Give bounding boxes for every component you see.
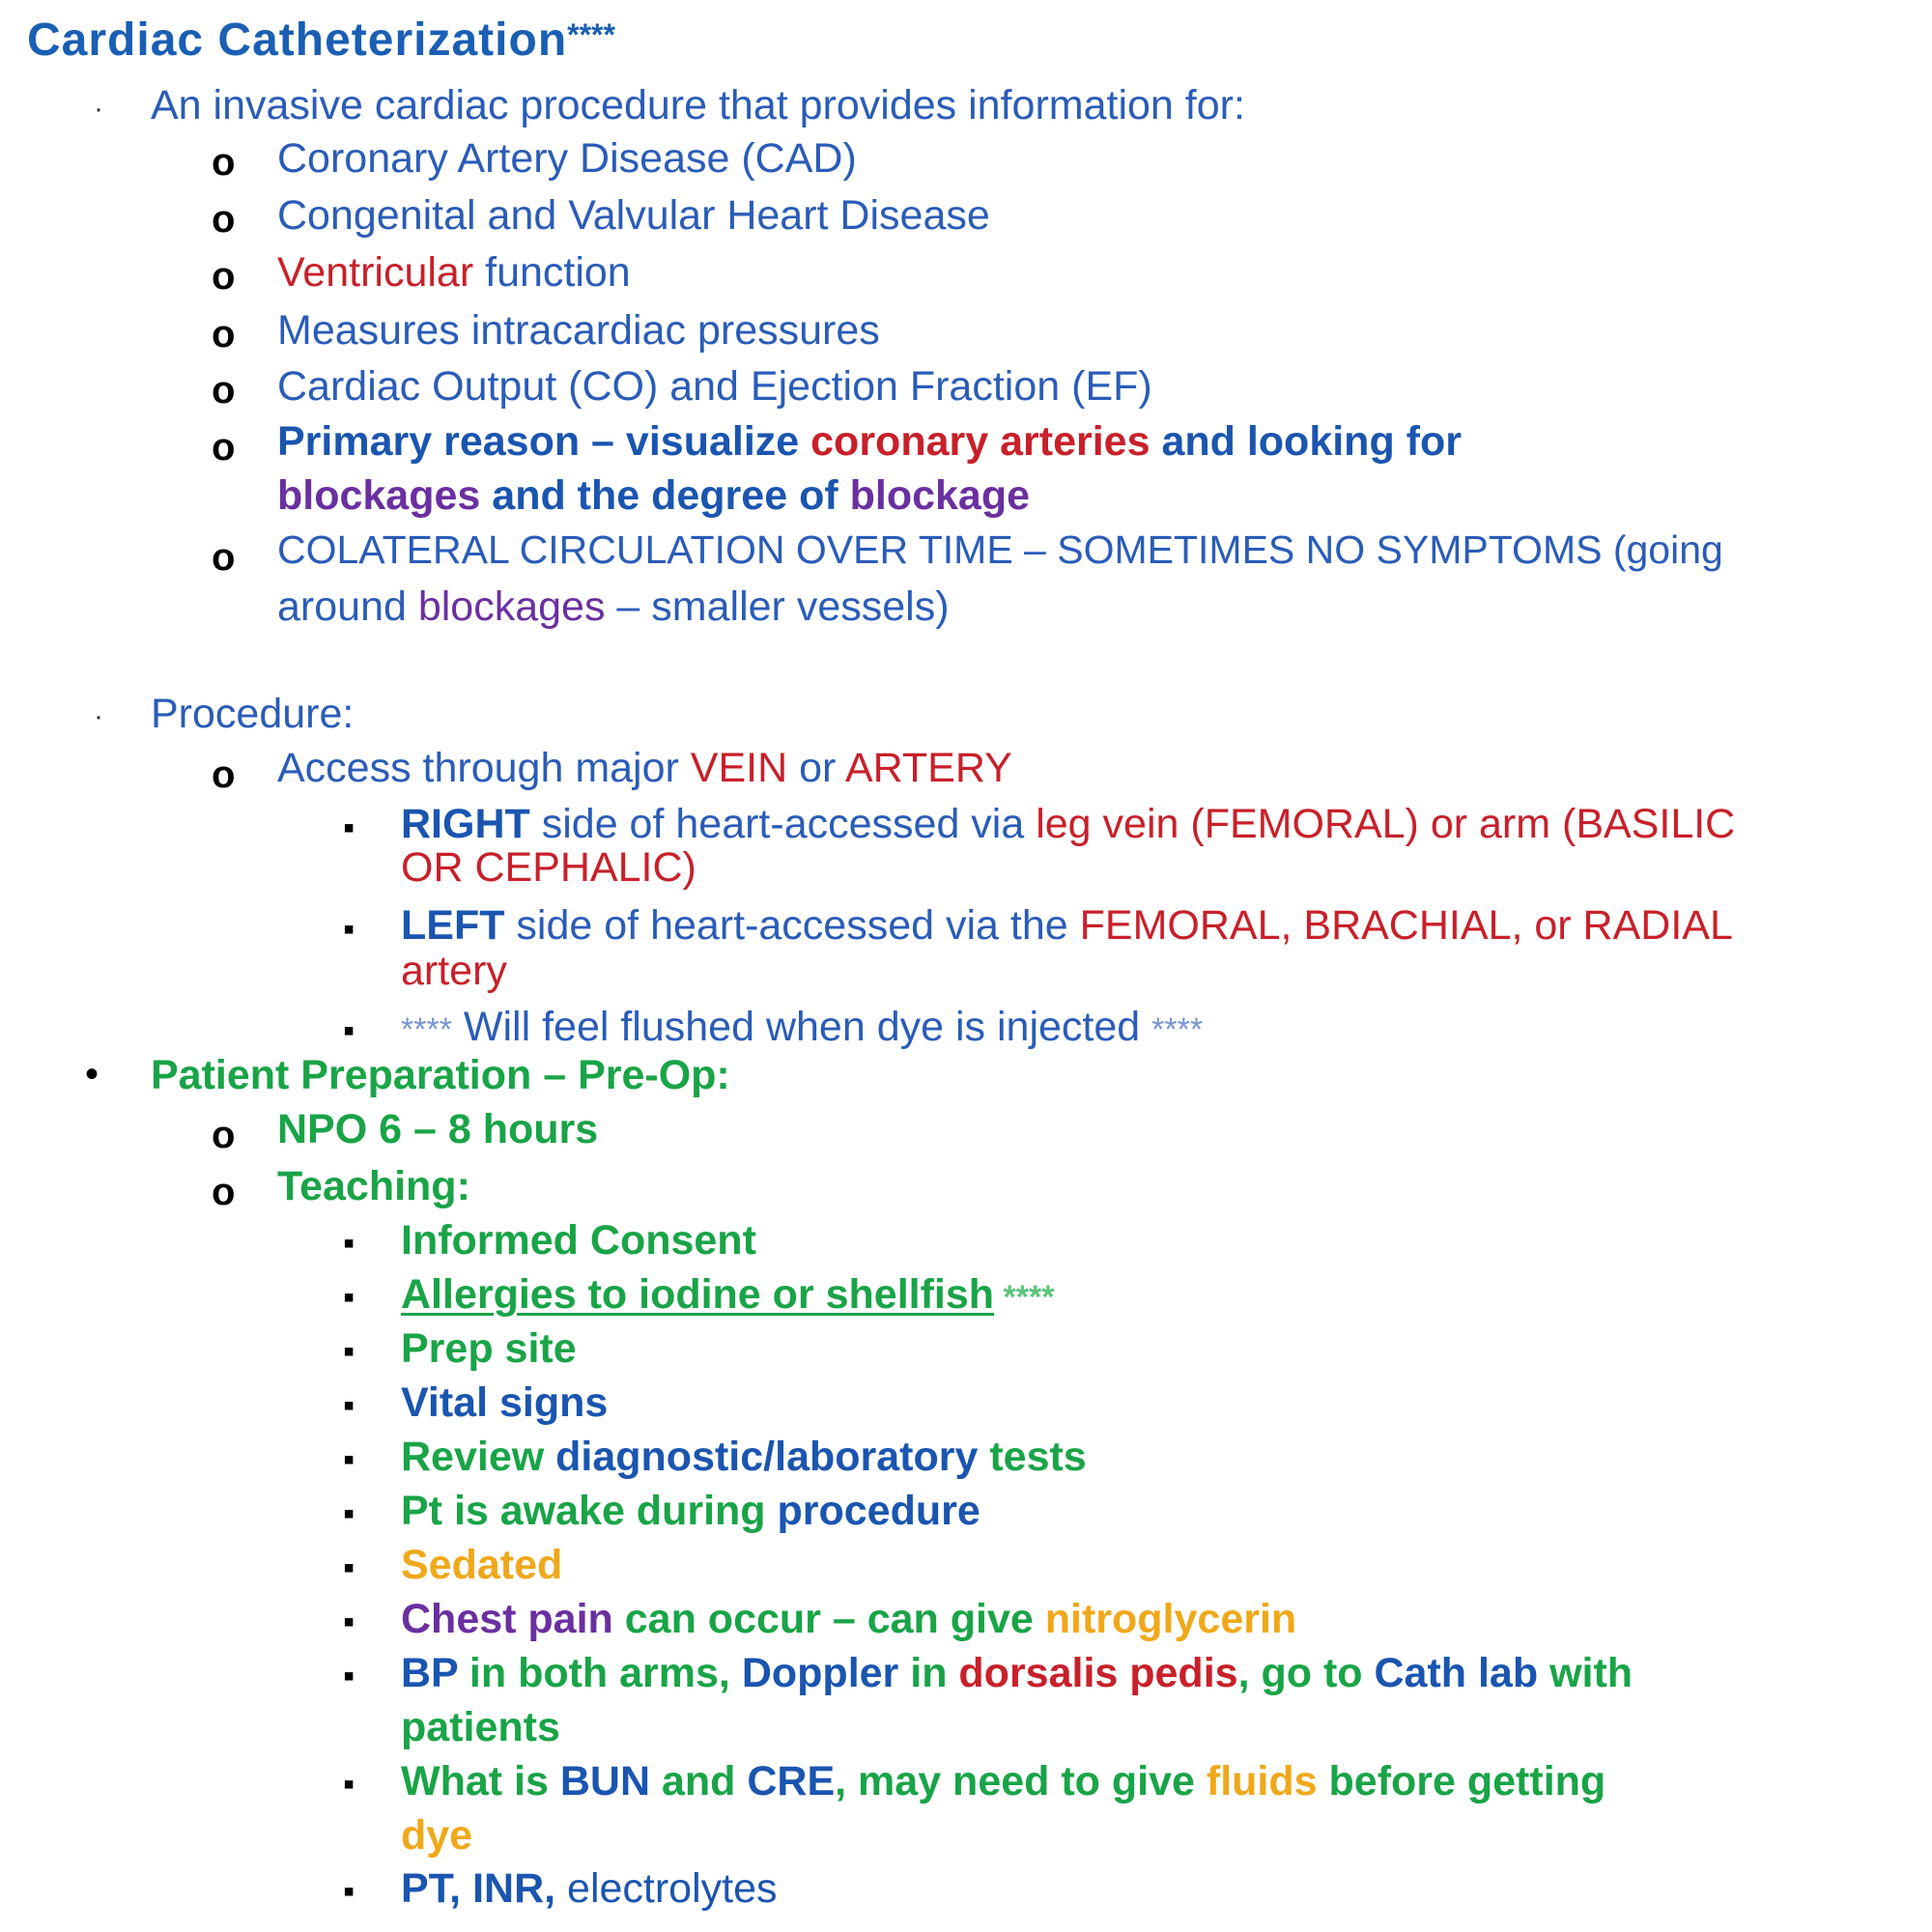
list-item: Vital signs	[401, 1379, 609, 1426]
list-item: COLATERAL CIRCULATION OVER TIME – SOMETIMES NO SYMPTOMS (going	[277, 527, 1723, 572]
bullet-circle: o	[212, 1114, 236, 1156]
page-title: Cardiac Catheterization****	[27, 14, 615, 66]
bullet-circle: o	[212, 426, 236, 469]
bullet-square: ▪	[343, 1549, 355, 1586]
list-item-continued: blockages and the degree of blockage	[277, 472, 1031, 519]
list-item: RIGHT side of heart-accessed via leg vein (FEMORAL) or arm (BASILIC	[401, 801, 1736, 847]
bullet-square: ▪	[343, 1604, 355, 1640]
list-item: NPO 6 – 8 hours	[277, 1106, 599, 1152]
list-item: **** Will feel flushed when dye is injected ****	[401, 1004, 1204, 1050]
list-item: Ventricular function	[277, 249, 631, 296]
bullet-circle: o	[212, 753, 236, 796]
list-item: Prep site	[401, 1325, 577, 1372]
list-item: Sedated	[401, 1542, 563, 1588]
bullet-square: ▪	[343, 810, 355, 846]
list-item: Chest pain can occur – can give nitroglycerin	[401, 1596, 1297, 1642]
bullet-circle: o	[212, 141, 236, 184]
list-item-continued: OR CEPHALIC)	[401, 844, 696, 891]
bullet-large: •	[85, 1053, 99, 1095]
bullet-circle: o	[212, 536, 236, 579]
section-heading: Procedure:	[151, 691, 355, 737]
bullet-square: ▪	[343, 911, 355, 948]
bullet-circle: o	[212, 313, 236, 355]
list-item-continued: artery	[401, 948, 507, 994]
list-item: What is BUN and CRE, may need to give fluids before getting	[401, 1758, 1606, 1804]
list-item: Coronary Artery Disease (CAD)	[277, 135, 857, 182]
bullet-square: ▪	[343, 1225, 355, 1262]
list-item: Primary reason – visualize coronary arteries and looking for	[277, 418, 1462, 465]
bullet-square: ▪	[343, 1333, 355, 1370]
bullet-square: ▪	[343, 1766, 355, 1803]
list-item: Measures intracardiac pressures	[277, 307, 880, 354]
bullet-small: ·	[94, 93, 103, 125]
list-item: Pt is awake during procedure	[401, 1488, 980, 1534]
bullet-small: ·	[94, 700, 103, 732]
list-item: Cardiac Output (CO) and Ejection Fraction (EF)	[277, 363, 1152, 410]
list-item: LEFT side of heart-accessed via the FEMORAL, BRACHIAL, or RADIAL	[401, 902, 1733, 949]
bullet-circle: o	[212, 198, 236, 241]
bullet-circle: o	[212, 255, 236, 298]
section-heading: Patient Preparation – Pre-Op:	[151, 1052, 730, 1098]
list-item: Teaching:	[277, 1163, 470, 1209]
bullet-square: ▪	[343, 1012, 355, 1049]
intro-text: An invasive cardiac procedure that provides information for:	[151, 82, 1245, 128]
list-item-continued: dye	[401, 1812, 473, 1859]
list-item: Allergies to iodine or shellfish ****	[401, 1271, 1055, 1318]
list-item: Review diagnostic/laboratory tests	[401, 1434, 1087, 1480]
bullet-square: ▪	[343, 1441, 355, 1478]
bullet-circle: o	[212, 1171, 236, 1213]
list-item: Access through major VEIN or ARTERY	[277, 745, 1012, 791]
list-item-continued: around blockages – smaller vessels)	[277, 583, 950, 630]
list-item: BP in both arms, Doppler in dorsalis pedis, go to Cath lab with	[401, 1650, 1634, 1696]
bullet-square: ▪	[343, 1495, 355, 1532]
bullet-square: ▪	[343, 1279, 355, 1316]
bullet-square: ▪	[343, 1658, 355, 1694]
title-stars: ****	[567, 17, 615, 52]
list-item: Congenital and Valvular Heart Disease	[277, 192, 990, 239]
bullet-square: ▪	[343, 1873, 355, 1910]
list-item: PT, INR, electrolytes	[401, 1865, 778, 1912]
bullet-square: ▪	[343, 1387, 355, 1424]
list-item: Informed Consent	[401, 1217, 756, 1264]
list-item-continued: patients	[401, 1704, 560, 1750]
bullet-circle: o	[212, 369, 236, 412]
